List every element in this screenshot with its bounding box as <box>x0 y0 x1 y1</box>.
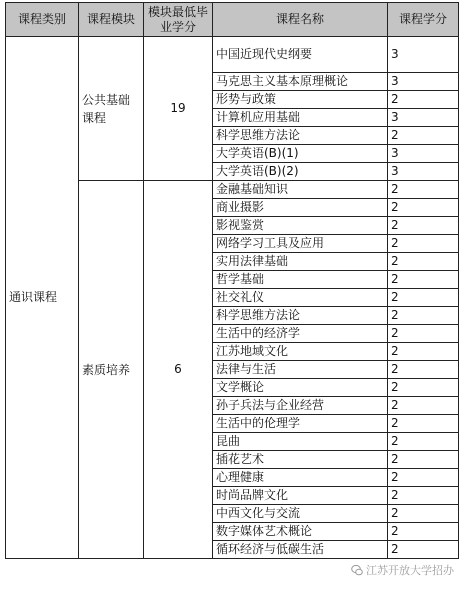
course-name-cell: 中西文化与交流 <box>213 505 388 523</box>
course-credits-cell: 2 <box>388 127 459 145</box>
course-credits-cell: 2 <box>388 235 459 253</box>
course-credits-cell: 2 <box>388 433 459 451</box>
min-credits-cell: 6 <box>144 181 213 559</box>
course-name-cell: 马克思主义基本原理概论 <box>213 73 388 91</box>
course-credits-cell: 2 <box>388 325 459 343</box>
course-name-cell: 时尚品牌文化 <box>213 487 388 505</box>
category-cell: 通识课程 <box>6 37 79 559</box>
course-credits-cell: 2 <box>388 361 459 379</box>
course-credits-cell: 3 <box>388 37 459 73</box>
course-name-cell: 社交礼仪 <box>213 289 388 307</box>
course-name-cell: 哲学基础 <box>213 271 388 289</box>
course-name-cell: 影视鉴赏 <box>213 217 388 235</box>
course-credits-cell: 2 <box>388 217 459 235</box>
course-table-body <box>6 37 459 559</box>
course-table <box>5 2 459 559</box>
course-name-cell: 大学英语(B)(2) <box>213 163 388 181</box>
course-name-cell: 大学英语(B)(1) <box>213 145 388 163</box>
course-credits-cell: 2 <box>388 541 459 559</box>
course-credits-cell: 2 <box>388 289 459 307</box>
course-credits-cell: 2 <box>388 487 459 505</box>
module-cell: 公共基础课程 <box>79 37 144 181</box>
course-credits-cell: 2 <box>388 253 459 271</box>
course-name-cell: 文学概论 <box>213 379 388 397</box>
course-credits-cell: 3 <box>388 109 459 127</box>
course-credits-cell: 2 <box>388 451 459 469</box>
watermark <box>351 562 454 578</box>
course-credits-cell: 2 <box>388 343 459 361</box>
course-name-cell: 实用法律基础 <box>213 253 388 271</box>
course-name-cell: 形势与政策 <box>213 91 388 109</box>
course-name-cell: 中国近现代史纲要 <box>213 37 388 73</box>
course-credits-cell: 2 <box>388 181 459 199</box>
course-name-cell: 循环经济与低碳生活 <box>213 541 388 559</box>
course-name-cell: 金融基础知识 <box>213 181 388 199</box>
course-name-cell: 网络学习工具及应用 <box>213 235 388 253</box>
course-name-cell: 科学思维方法论 <box>213 307 388 325</box>
module-cell: 素质培养 <box>79 181 144 559</box>
course-name-cell: 计算机应用基础 <box>213 109 388 127</box>
course-name-cell: 插花艺术 <box>213 451 388 469</box>
course-credits-cell: 2 <box>388 469 459 487</box>
min-credits-cell: 19 <box>144 37 213 181</box>
course-name-cell: 科学思维方法论 <box>213 127 388 145</box>
wechat-icon <box>351 564 363 576</box>
course-name-cell: 法律与生活 <box>213 361 388 379</box>
course-credits-cell: 2 <box>388 523 459 541</box>
course-credits-cell: 2 <box>388 505 459 523</box>
course-credits-cell: 2 <box>388 307 459 325</box>
course-credits-cell: 2 <box>388 415 459 433</box>
header-credits: 课程学分 <box>388 3 459 37</box>
course-name-cell: 生活中的伦理学 <box>213 415 388 433</box>
course-name-cell: 心理健康 <box>213 469 388 487</box>
course-credits-cell: 3 <box>388 145 459 163</box>
course-credits-cell: 2 <box>388 91 459 109</box>
course-credits-cell: 2 <box>388 397 459 415</box>
course-name-cell: 昆曲 <box>213 433 388 451</box>
course-credits-cell: 2 <box>388 271 459 289</box>
course-credits-cell: 3 <box>388 163 459 181</box>
course-name-cell: 孙子兵法与企业经营 <box>213 397 388 415</box>
table-row <box>6 37 459 73</box>
course-name-cell: 生活中的经济学 <box>213 325 388 343</box>
watermark-text: 江苏开放大学招办 <box>366 564 454 577</box>
course-credits-cell: 2 <box>388 199 459 217</box>
header-course-name: 课程名称 <box>213 3 388 37</box>
header-category: 课程类别 <box>6 3 79 37</box>
course-name-cell: 商业摄影 <box>213 199 388 217</box>
course-name-cell: 江苏地域文化 <box>213 343 388 361</box>
course-credits-cell: 3 <box>388 73 459 91</box>
header-module: 课程模块 <box>79 3 144 37</box>
course-name-cell: 数字媒体艺术概论 <box>213 523 388 541</box>
header-min-credits: 模块最低毕业学分 <box>144 3 213 37</box>
header-row <box>6 3 459 37</box>
course-credits-cell: 2 <box>388 379 459 397</box>
